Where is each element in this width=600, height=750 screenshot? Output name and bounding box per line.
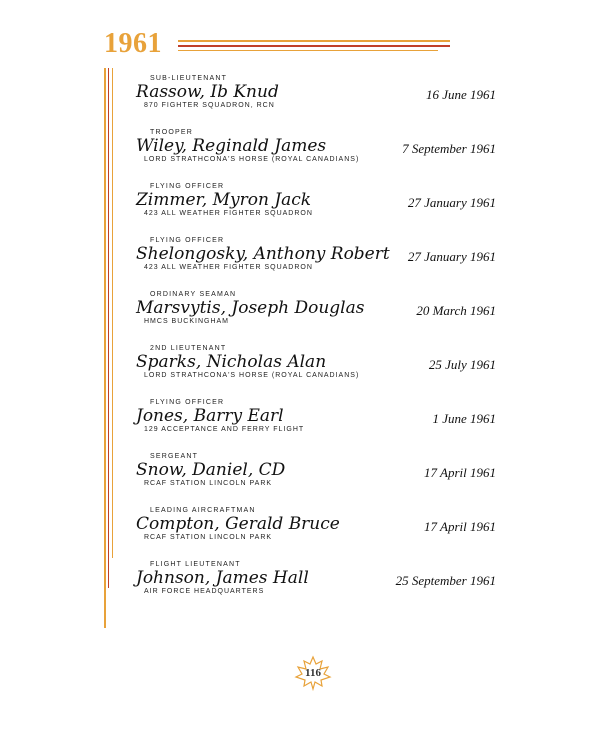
entry-name: Jones, Barry Earl	[136, 406, 284, 426]
margin-rule-red	[108, 68, 109, 588]
entry-name: Shelongosky, Anthony Robert	[136, 244, 390, 264]
memorial-entry	[136, 399, 496, 433]
entry-name: Compton, Gerald Bruce	[136, 514, 340, 534]
entry-rank: FLYING OFFICER	[150, 399, 225, 406]
entry-rank: TROOPER	[150, 129, 194, 136]
memorial-entry	[136, 561, 496, 595]
entry-date: 17 April 1961	[424, 465, 496, 480]
margin-rule-gold	[104, 68, 106, 628]
entry-unit: RCAF STATION LINCOLN PARK	[144, 480, 273, 487]
entry-date: 7 September 1961	[402, 141, 496, 156]
entry-unit: 423 ALL WEATHER FIGHTER SQUADRON	[144, 264, 313, 271]
memorial-entry	[136, 345, 496, 379]
entry-rank: FLYING OFFICER	[150, 183, 225, 190]
entry-unit: 870 FIGHTER SQUADRON, RCN	[144, 102, 275, 109]
entry-rank: FLYING OFFICER	[150, 237, 225, 244]
entry-date: 16 June 1961	[425, 87, 496, 102]
entry-date: 27 January 1961	[407, 195, 496, 210]
top-rule-gold-thin	[178, 50, 438, 51]
entry-date: 1 June 1961	[432, 411, 496, 426]
top-rule-gold	[178, 40, 450, 42]
memorial-entry	[136, 75, 496, 109]
entry-name: Rassow, Ib Knud	[136, 82, 279, 102]
entry-date: 25 September 1961	[395, 573, 496, 588]
entry-rank: LEADING AIRCRAFTMAN	[150, 507, 256, 514]
memorial-entry	[136, 129, 496, 163]
memorial-entry	[136, 237, 496, 271]
entry-date: 17 April 1961	[424, 519, 496, 534]
page-footer	[293, 655, 333, 691]
memorial-entry	[136, 183, 496, 217]
entry-rank: ORDINARY SEAMAN	[150, 291, 237, 298]
entry-name: Wiley, Reginald James	[136, 136, 327, 156]
page-number: 116	[305, 667, 321, 679]
entry-rank: SERGEANT	[150, 453, 199, 460]
entry-rank: FLIGHT LIEUTENANT	[150, 561, 241, 568]
margin-rule-gold-inner	[112, 68, 113, 558]
top-rule-red	[178, 45, 450, 47]
entry-name: Zimmer, Myron Jack	[136, 190, 312, 210]
memorial-entry	[136, 453, 496, 487]
memorial-entry	[136, 291, 496, 325]
entry-unit: 129 ACCEPTANCE AND FERRY FLIGHT	[144, 426, 305, 433]
entry-name: Sparks, Nicholas Alan	[136, 352, 327, 372]
entry-name: Marsvytis, Joseph Douglas	[136, 298, 365, 318]
entry-date: 27 January 1961	[407, 249, 496, 264]
entry-unit: LORD STRATHCONA'S HORSE (ROYAL CANADIANS)	[144, 372, 360, 379]
entry-date: 20 March 1961	[416, 303, 496, 318]
entry-unit: LORD STRATHCONA'S HORSE (ROYAL CANADIANS)	[144, 156, 360, 163]
memorial-entry	[136, 507, 496, 541]
entry-rank: 2ND LIEUTENANT	[150, 345, 227, 352]
entry-unit: AIR FORCE HEADQUARTERS	[144, 588, 265, 595]
entry-unit: RCAF STATION LINCOLN PARK	[144, 534, 273, 541]
entry-unit: HMCS BUCKINGHAM	[144, 318, 230, 325]
year-heading: 1961	[104, 28, 162, 59]
entry-name: Johnson, James Hall	[136, 568, 309, 588]
entry-unit: 423 ALL WEATHER FIGHTER SQUADRON	[144, 210, 313, 217]
entry-name: Snow, Daniel, CD	[136, 460, 286, 480]
entry-rank: SUB-LIEUTENANT	[150, 75, 228, 82]
entry-date: 25 July 1961	[428, 357, 496, 372]
